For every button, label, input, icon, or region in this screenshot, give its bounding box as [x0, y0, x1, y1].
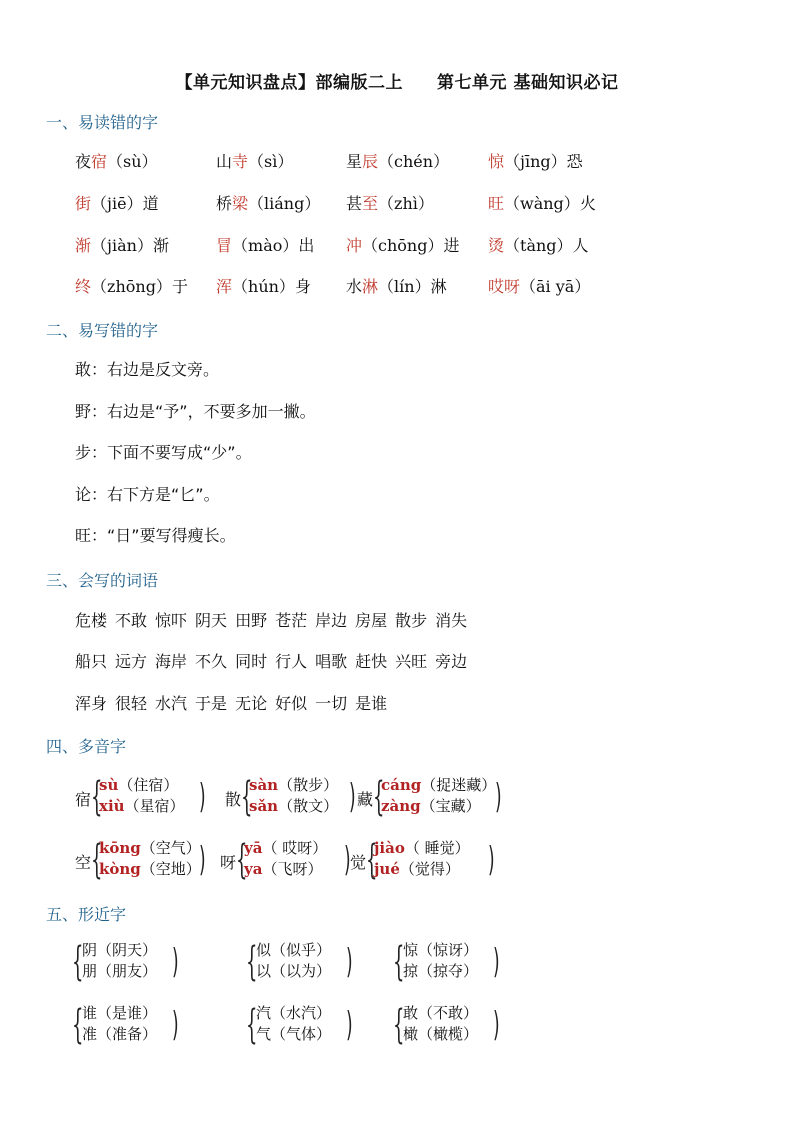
- reading-item: [216, 193, 320, 215]
- polyphone-word: （空气）: [140, 839, 201, 857]
- polyphone-line: [249, 775, 338, 796]
- similar-line: 谁（是谁）: [82, 1004, 158, 1022]
- polyphone-line: [381, 796, 496, 817]
- polyphone-pinyin: xiù: [99, 797, 125, 815]
- polyphone-line: [374, 838, 470, 859]
- word-item: 兴旺: [395, 652, 428, 671]
- reading-highlight-char: 辰: [362, 152, 379, 171]
- reading-suffix: 火: [579, 194, 596, 213]
- polyphone-readings: [99, 838, 201, 880]
- reading-suffix: 进: [443, 236, 460, 255]
- left-brace: {: [373, 774, 385, 820]
- reading-prefix: 星: [346, 152, 363, 171]
- reading-item: [75, 151, 158, 173]
- word-item: 一切: [315, 694, 348, 713]
- reading-suffix: 出: [298, 236, 315, 255]
- reading-item: [488, 193, 596, 215]
- polyphone-pinyin: ya: [244, 860, 263, 878]
- polyphone-word: （宝藏）: [420, 797, 481, 815]
- right-paren: ): [172, 1005, 179, 1045]
- polyphone-char: 呀: [220, 853, 237, 872]
- left-brace: {: [393, 1002, 405, 1048]
- reading-item: [346, 151, 449, 173]
- polyphone-char: 空: [75, 853, 92, 872]
- similar-chars: [403, 940, 478, 982]
- word-item: 浑身: [75, 694, 108, 713]
- section-heading-3: 三、会写的词语: [46, 571, 159, 590]
- reading-suffix: 道: [142, 194, 159, 213]
- title-part1: 【单元知识盘点】部编版二上: [175, 73, 404, 93]
- word-item: 散步: [395, 611, 428, 630]
- polyphone-pinyin: yā: [244, 839, 263, 857]
- polyphone-word: （ 哎呀）: [262, 839, 328, 857]
- word-item: 消失: [435, 611, 468, 630]
- reading-pinyin: （wàng）: [504, 194, 580, 213]
- writing-tip: 野：右边是“予”，不要多加一撇。: [75, 402, 316, 421]
- word-item: 阴天: [195, 611, 228, 630]
- word-item: 田野: [235, 611, 268, 630]
- polyphone-line: [99, 775, 185, 796]
- word-item: 同时: [235, 652, 268, 671]
- polyphone-char: 散: [225, 790, 242, 809]
- reading-item: [216, 151, 293, 173]
- word-item: 危楼: [75, 611, 108, 630]
- similar-line: 汽（水汽）: [256, 1004, 332, 1022]
- polyphone-line: [381, 775, 496, 796]
- reading-suffix: 渐: [152, 236, 169, 255]
- left-brace: {: [91, 774, 103, 820]
- polyphone-readings: [374, 838, 470, 880]
- polyphone-pinyin: sǎn: [249, 797, 279, 815]
- word-item: 很轻: [115, 694, 148, 713]
- polyphone-pinyin: kòng: [99, 860, 141, 878]
- word-item: 行人: [275, 652, 308, 671]
- page-title: [0, 68, 794, 93]
- reading-pinyin: （chōng）: [362, 236, 444, 255]
- right-paren: ): [172, 942, 179, 982]
- word-item: 好似: [275, 694, 308, 713]
- reading-prefix: 山: [216, 152, 233, 171]
- polyphone-pinyin: jiào: [374, 839, 405, 857]
- word-row: [75, 610, 475, 632]
- right-paren: ): [493, 1005, 500, 1045]
- reading-item: [346, 235, 459, 257]
- reading-pinyin: （chén）: [378, 152, 450, 171]
- similar-line: 敢（不敢）: [403, 1004, 479, 1022]
- reading-highlight-char: 烫: [488, 236, 505, 255]
- title-part2: 第七单元 基础知识必记: [437, 73, 619, 93]
- reading-suffix: 恐: [566, 152, 583, 171]
- polyphone-word: （飞呀）: [262, 860, 323, 878]
- polyphone-pinyin: kōng: [99, 839, 141, 857]
- polyphone-readings: [381, 775, 496, 817]
- right-paren: ): [344, 840, 351, 880]
- word-row: [75, 693, 395, 715]
- word-item: 无论: [235, 694, 268, 713]
- right-paren: ): [488, 840, 495, 880]
- section-heading-4: 四、多音字: [46, 737, 127, 756]
- left-brace: {: [236, 837, 248, 883]
- word-item: 苍茫: [275, 611, 308, 630]
- polyphone-pinyin: zàng: [381, 797, 421, 815]
- word-row: [75, 651, 475, 673]
- reading-item: [488, 235, 589, 257]
- similar-line: 准（准备）: [82, 1025, 158, 1043]
- reading-highlight-char: 寺: [232, 152, 249, 171]
- word-item: 船只: [75, 652, 108, 671]
- reading-highlight-char: 浑: [216, 277, 233, 296]
- reading-highlight-char: 街: [75, 194, 92, 213]
- reading-highlight-char: 冒: [216, 236, 233, 255]
- left-brace: {: [72, 1002, 84, 1048]
- polyphone-line: [99, 859, 201, 880]
- reading-item: [75, 235, 169, 257]
- reading-pinyin: （sì）: [248, 152, 294, 171]
- reading-pinyin: （jiàn）: [91, 236, 153, 255]
- polyphone-pinyin: cáng: [381, 776, 422, 794]
- reading-highlight-char: 终: [75, 277, 92, 296]
- reading-prefix: 甚: [346, 194, 363, 213]
- polyphone-line: [374, 859, 470, 880]
- similar-chars: [256, 940, 331, 982]
- polyphone-char: 宿: [75, 790, 92, 809]
- left-brace: {: [241, 774, 253, 820]
- word-item: 房屋: [355, 611, 388, 630]
- reading-prefix: 桥: [216, 194, 233, 213]
- reading-pinyin: （zhōng）: [91, 277, 172, 296]
- similar-line: 掠（掠夺）: [403, 962, 479, 980]
- reading-highlight-char: 旺: [488, 194, 505, 213]
- reading-item: [216, 235, 314, 257]
- similar-line: 惊（惊讶）: [403, 941, 479, 959]
- similar-line: 橄（橄榄）: [403, 1025, 479, 1043]
- polyphone-word: （捉迷藏）: [421, 776, 497, 794]
- reading-item: [216, 276, 311, 298]
- reading-item: [488, 276, 590, 298]
- polyphone-line: [249, 796, 338, 817]
- left-brace: {: [246, 939, 258, 985]
- word-item: 不久: [195, 652, 228, 671]
- similar-line: 朋（朋友）: [82, 962, 158, 980]
- reading-item: [346, 276, 447, 298]
- reading-pinyin: （sù）: [107, 152, 158, 171]
- reading-pinyin: （liáng）: [248, 194, 321, 213]
- polyphone-word: （觉得）: [399, 860, 460, 878]
- writing-tip: 论：右下方是“匕”。: [75, 485, 220, 504]
- polyphone-line: [244, 838, 327, 859]
- word-item: 不敢: [115, 611, 148, 630]
- reading-highlight-char: 冲: [346, 236, 363, 255]
- polyphone-line: [244, 859, 327, 880]
- reading-suffix: 身: [294, 277, 311, 296]
- writing-tip: 敢：右边是反文旁。: [75, 360, 220, 379]
- similar-line: 气（气体）: [256, 1025, 332, 1043]
- similar-line: 似（似乎）: [256, 941, 332, 959]
- polyphone-readings: [99, 775, 185, 817]
- right-paren: ): [346, 942, 353, 982]
- right-paren: ): [493, 942, 500, 982]
- polyphone-word: （住宿）: [118, 776, 179, 794]
- reading-pinyin: （āi yā）: [520, 277, 591, 296]
- reading-suffix: 于: [171, 277, 188, 296]
- polyphone-pinyin: jué: [374, 860, 400, 878]
- left-brace: {: [393, 939, 405, 985]
- polyphone-word: （空地）: [140, 860, 201, 878]
- polyphone-word: （星宿）: [124, 797, 185, 815]
- polyphone-pinyin: sàn: [249, 776, 279, 794]
- left-brace: {: [91, 837, 103, 883]
- left-brace: {: [366, 837, 378, 883]
- similar-line: 阴（阴天）: [82, 941, 158, 959]
- polyphone-readings: [244, 838, 327, 880]
- section-heading-5: 五、形近字: [46, 905, 127, 924]
- polyphone-word: （散文）: [278, 797, 339, 815]
- similar-chars: [82, 1003, 157, 1045]
- reading-highlight-char: 淋: [362, 277, 379, 296]
- writing-tip: 旺：“日”要写得瘦长。: [75, 526, 236, 545]
- word-item: 惊吓: [155, 611, 188, 630]
- word-item: 赶快: [355, 652, 388, 671]
- polyphone-char: 觉: [350, 853, 367, 872]
- left-brace: {: [246, 1002, 258, 1048]
- right-paren: ): [495, 777, 502, 817]
- word-item: 远方: [115, 652, 148, 671]
- right-paren: ): [349, 777, 356, 817]
- reading-pinyin: （lín）: [378, 277, 431, 296]
- reading-item: [75, 193, 159, 215]
- reading-highlight-char: 梁: [232, 194, 249, 213]
- polyphone-line: [99, 838, 201, 859]
- writing-tip: 步：下面不要写成“少”。: [75, 443, 252, 462]
- word-item: 海岸: [155, 652, 188, 671]
- reading-prefix: 水: [346, 277, 363, 296]
- left-brace: {: [72, 939, 84, 985]
- reading-pinyin: （zhì）: [378, 194, 434, 213]
- polyphone-word: （ 睡觉）: [404, 839, 470, 857]
- section-heading-1: 一、易读错的字: [46, 113, 159, 132]
- similar-chars: [403, 1003, 478, 1045]
- similar-line: 以（以为）: [256, 962, 332, 980]
- reading-highlight-char: 哎呀: [488, 277, 521, 296]
- section-heading-2: 二、易写错的字: [46, 321, 159, 340]
- reading-highlight-char: 惊: [488, 152, 505, 171]
- word-item: 是谁: [355, 694, 388, 713]
- reading-pinyin: （tàng）: [504, 236, 573, 255]
- reading-item: [346, 193, 434, 215]
- reading-item: [75, 276, 188, 298]
- word-item: 旁边: [435, 652, 468, 671]
- reading-highlight-char: 至: [362, 194, 379, 213]
- word-item: 于是: [195, 694, 228, 713]
- polyphone-readings: [249, 775, 338, 817]
- similar-chars: [256, 1003, 331, 1045]
- reading-suffix: 淋: [430, 277, 447, 296]
- reading-prefix: 夜: [75, 152, 92, 171]
- polyphone-char: 藏: [357, 790, 374, 809]
- word-item: 岸边: [315, 611, 348, 630]
- reading-suffix: 人: [572, 236, 589, 255]
- reading-pinyin: （jiē）: [91, 194, 143, 213]
- polyphone-line: [99, 796, 185, 817]
- reading-highlight-char: 渐: [75, 236, 92, 255]
- similar-chars: [82, 940, 157, 982]
- right-paren: ): [199, 777, 206, 817]
- word-item: 水汽: [155, 694, 188, 713]
- polyphone-word: （散步）: [278, 776, 339, 794]
- word-item: 唱歌: [315, 652, 348, 671]
- reading-pinyin: （hún）: [232, 277, 295, 296]
- reading-highlight-char: 宿: [91, 152, 108, 171]
- reading-pinyin: （mào）: [232, 236, 299, 255]
- reading-pinyin: （jīng）: [504, 152, 567, 171]
- right-paren: ): [199, 840, 206, 880]
- reading-item: [488, 151, 583, 173]
- right-paren: ): [346, 1005, 353, 1045]
- polyphone-pinyin: sù: [99, 776, 119, 794]
